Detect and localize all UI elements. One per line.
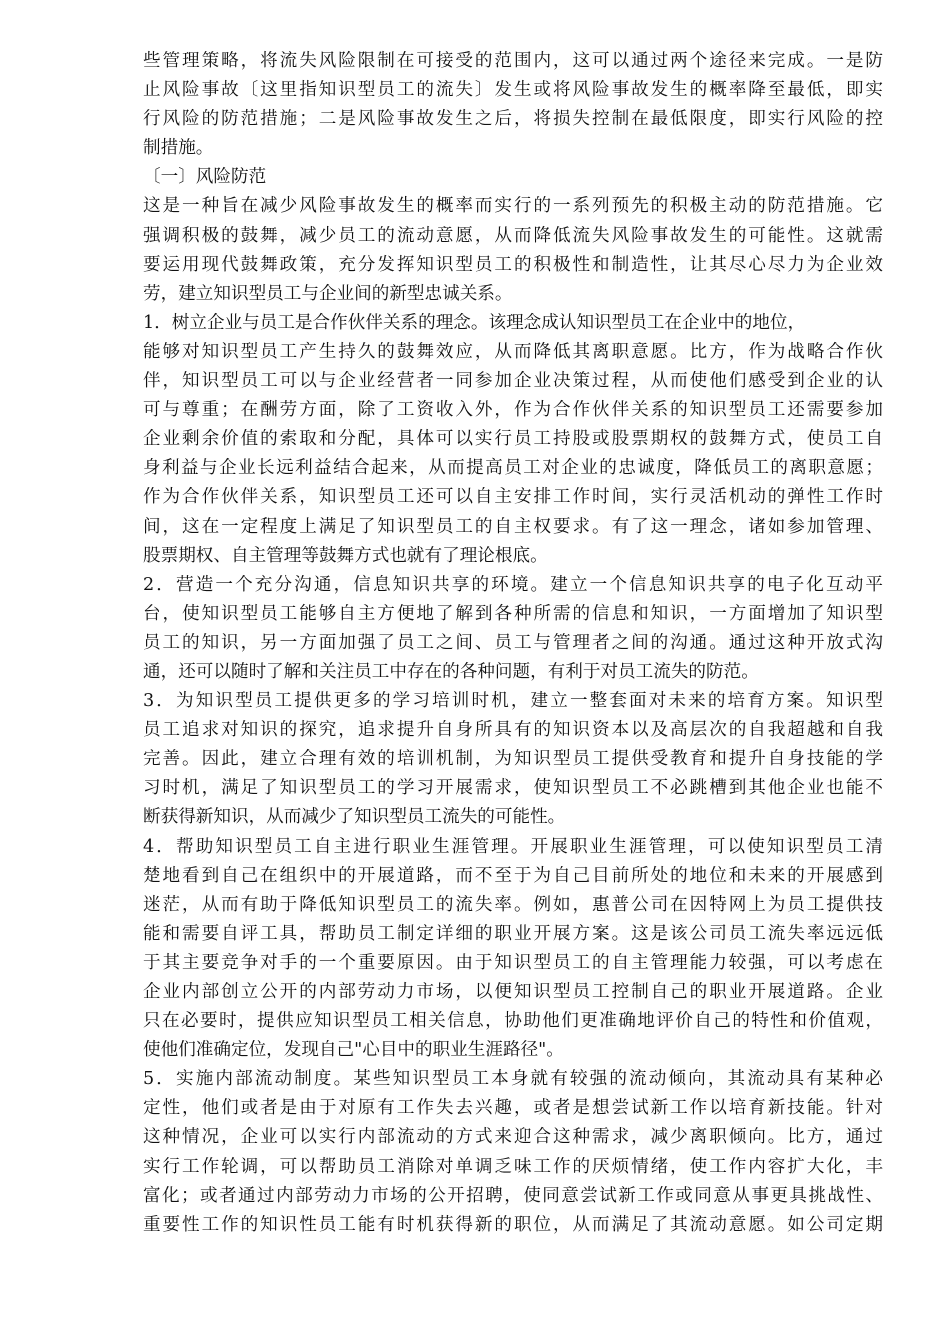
text-line: 能够对知识型员工产生持久的鼓舞效应，从而降低其离职意愿。比方，作为战略合作伙 [143, 341, 883, 362]
text-line: 员工的知识，另一方面加强了员工之间、员工与管理者之间的沟通。通过这种开放式沟 [143, 632, 883, 653]
text-line: 企业剩余价值的索取和分配，具体可以实行员工持股或股票期权的鼓舞方式，使员工自 [143, 429, 883, 450]
text-line: 劳，建立知识型员工与企业间的新型忠诚关系。 [143, 283, 513, 304]
text-line: 实行工作轮调，可以帮助员工消除对单调乏味工作的厌烦情绪，使工作内容扩大化，丰 [143, 1156, 883, 1177]
text-line: 迷茫，从而有助于降低知识型员工的流失率。例如，惠普公司在因特网上为员工提供技 [143, 894, 883, 915]
text-line: 4．帮助知识型员工自主进行职业生涯管理。开展职业生涯管理，可以使知识型员工清 [143, 836, 883, 857]
text-line: 企业内部创立公开的内部劳动力市场，以便知识型员工控制自己的职业开展道路。企业 [143, 982, 883, 1002]
text-line: 作为合作伙伴关系，知识型员工还可以自主安排工作时间，实行灵活机动的弹性工作时 [143, 487, 883, 508]
text-line: 台，使知识型员工能够自主方便地了解到各种所需的信息和知识，一方面增加了知识型 [143, 603, 883, 624]
text-line: 股票期权、自主管理等鼓舞方式也就有了理论根底。 [143, 545, 548, 566]
text-line: 些管理策略，将流失风险限制在可接受的范围内，这可以通过两个途径来完成。一是防 [143, 51, 883, 71]
text-line: 楚地看到自己在组织中的开展道路，而不至于为自己目前所处的地位和未来的开展感到 [143, 865, 883, 886]
text-line: 可与尊重；在酬劳方面，除了工资收入外，作为合作伙伴关系的知识型员工还需要参加 [143, 400, 883, 421]
text-line: 富化；或者通过内部劳动力市场的公开招聘，使同意尝试新工作或同意从事更具挑战性、 [143, 1185, 883, 1206]
text-line: 只在必要时，提供应知识型员工相关信息，协助他们更准确地评价自己的特性和价值观， [143, 1011, 883, 1032]
text-line: 5．实施内部流动制度。某些知识型员工本身就有较强的流动倾向，其流动具有某种必 [143, 1069, 883, 1090]
text-line: 断获得新知识，从而减少了知识型员工流失的可能性。 [143, 807, 566, 828]
text-line: 习时机，满足了知识型员工的学习开展需求，使知识型员工不必跳槽到其他企业也能不 [143, 778, 883, 799]
text-line: 1．树立企业与员工是合作伙伴关系的理念。该理念成认知识型员工在企业中的地位， [143, 312, 806, 333]
text-line: 身利益与企业长远利益结合起来，从而提高员工对企业的忠诚度，降低员工的离职意愿； [143, 458, 883, 479]
text-line: 间，这在一定程度上满足了知识型员工的自主权要求。有了这一理念，诸如参加管理、 [143, 516, 883, 537]
text-line: 员工追求对知识的探究，追求提升自身所具有的知识资本以及高层次的自我超越和自我 [143, 720, 883, 741]
text-line: 强调积极的鼓舞，减少员工的流动意愿，从而降低流失风险事故发生的可能性。这就需 [143, 225, 883, 246]
text-line: 止风险事故〔这里指知识型员工的流失〕发生或将风险事故发生的概率降至最低，即实 [143, 80, 883, 101]
text-line: 这种情况，企业可以实行内部流动的方式来迎合这种需求，减少离职倾向。比方，通过 [143, 1127, 883, 1148]
text-line: 要运用现代鼓舞政策，充分发挥知识型员工的积极性和制造性，让其尽心尽力为企业效 [143, 254, 883, 275]
text-line: 伴，知识型员工可以与企业经营者一同参加企业决策过程，从而使他们感受到企业的认 [143, 371, 883, 392]
text-line: 这是一种旨在减少风险事故发生的概率而实行的一系列预先的积极主动的防范措施。它 [143, 196, 883, 217]
text-line: 〔一〕风险防范 [143, 167, 267, 188]
text-line: 重要性工作的知识性员工能有时机获得新的职位，从而满足了其流动意愿。如公司定期 [143, 1214, 883, 1235]
text-line: 定性，他们或者是由于对原有工作失去兴趣，或者是想尝试新工作以培育新技能。针对 [143, 1098, 883, 1119]
text-line: 使他们准确定位，发现自己"心目中的职业生涯路径"。 [143, 1040, 564, 1061]
text-line: 2．营造一个充分沟通，信息知识共享的环境。建立一个信息知识共享的电子化互动平 [143, 574, 883, 595]
text-line: 3．为知识型员工提供更多的学习培训时机，建立一整套面对未来的培育方案。知识型 [143, 691, 883, 712]
text-line: 行风险的防范措施；二是风险事故发生之后，将损失控制在最低限度，即实行风险的控 [143, 109, 883, 130]
text-line: 完善。因此，建立合理有效的培训机制，为知识型员工提供受教育和提升自身技能的学 [143, 749, 883, 770]
text-line: 于其主要竞争对手的一个重要原因。由于知识型员工的自主管理能力较强，可以考虑在 [143, 952, 883, 973]
text-line: 能和需要自评工具，帮助员工制定详细的职业开展方案。这是该公司员工流失率远远低 [143, 923, 883, 944]
document-page [143, 47, 883, 1240]
text-line: 通，还可以随时了解和关注员工中存在的各种问题，有利于对员工流失的防范。 [143, 661, 759, 682]
text-line: 制措施。 [143, 138, 214, 159]
